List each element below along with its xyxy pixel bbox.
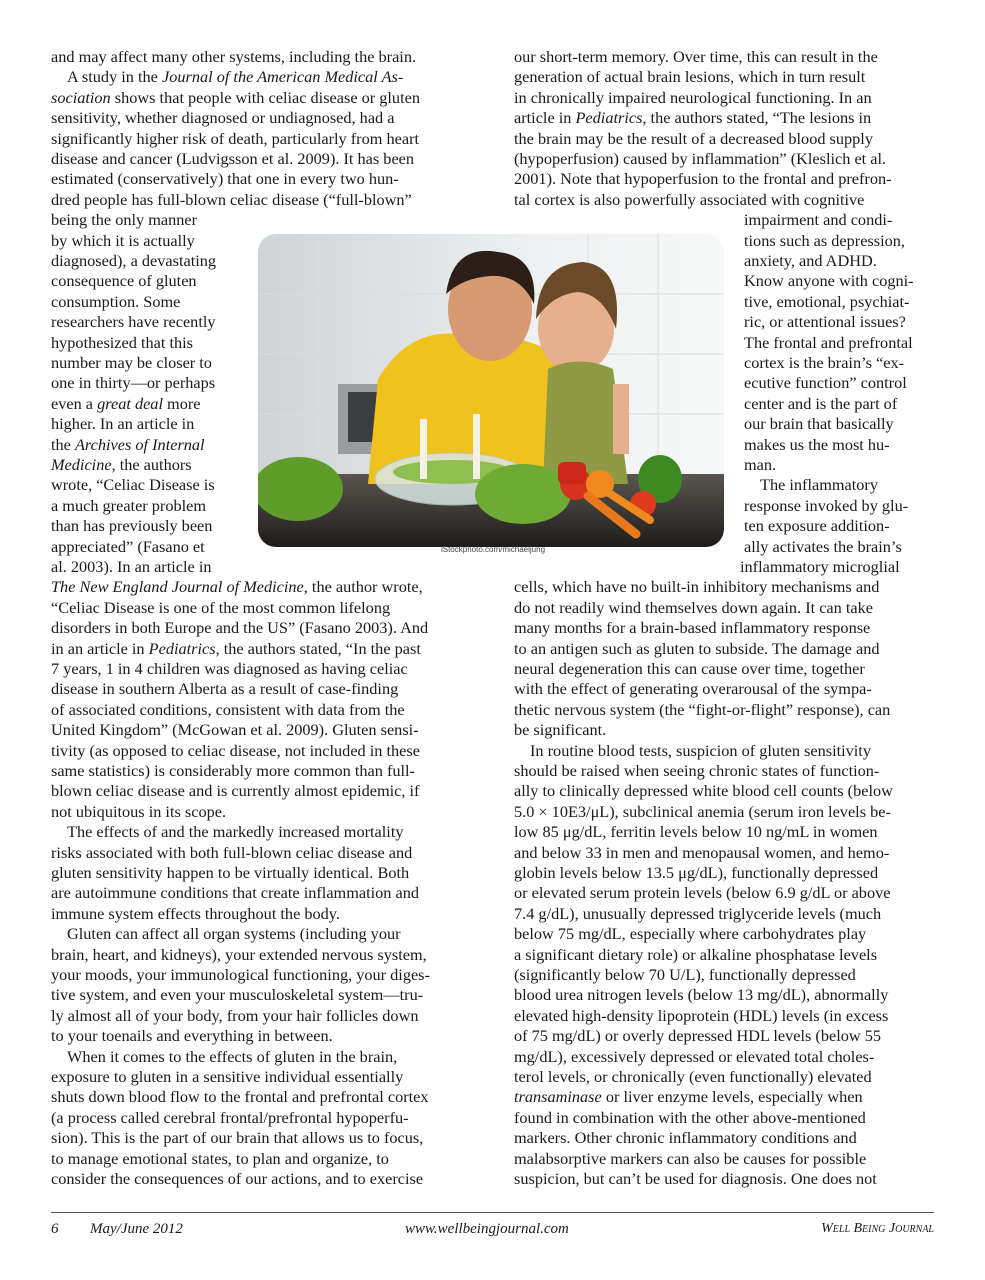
text-line <box>514 802 891 822</box>
journal-name: Well Being Journal <box>821 1221 934 1236</box>
text-run: elevated high-density lipoprotein (HDL) levels (in excess <box>514 1005 889 1025</box>
text-run: markers. Other chronic inflammatory conditions and <box>514 1128 857 1148</box>
text-run: researchers have recently <box>51 312 216 332</box>
text-run: suspicion, but can’t be used for diagnosis. One does not <box>514 1169 877 1188</box>
text-run: many months for a brain-based inflammatory response <box>514 618 871 638</box>
text-line <box>51 271 197 291</box>
text-run: A study in the <box>67 67 162 87</box>
text-line <box>51 781 419 801</box>
text-run: , the authors <box>111 455 192 474</box>
text-line <box>51 1067 403 1087</box>
text-run: (significantly below 70 U/L), functionally depressed <box>514 965 856 984</box>
text-line <box>514 1169 877 1189</box>
text-line <box>514 883 890 903</box>
text-line <box>51 353 212 373</box>
text-line <box>51 47 416 67</box>
text-line <box>514 1108 866 1128</box>
text-line <box>51 373 215 393</box>
text-line <box>51 169 399 189</box>
text-run: found in combination with the other above-mentioned <box>514 1107 866 1127</box>
text-line <box>51 965 430 985</box>
father-son-cooking-image <box>258 234 724 547</box>
text-run: more <box>162 393 201 413</box>
text-line <box>744 516 890 536</box>
text-line <box>51 394 201 414</box>
text-run: be significant. <box>514 720 607 740</box>
text-line <box>514 1067 872 1087</box>
text-run: shuts down blood flow to the frontal and prefrontal cortex <box>51 1087 429 1107</box>
text-run: man. <box>744 455 777 474</box>
text-run: tal cortex is also powerfully associated with cognitive <box>514 189 865 209</box>
text-run: hypothesized that this <box>51 332 193 352</box>
text-line <box>51 985 423 1005</box>
text-run: in an article in <box>51 638 149 658</box>
text-line <box>514 1026 881 1046</box>
text-run: ly almost all of your body, from your hair follicles down <box>51 1005 419 1025</box>
text-line <box>67 822 404 842</box>
text-line <box>51 598 390 618</box>
text-line <box>744 414 894 434</box>
text-line <box>51 577 423 597</box>
text-run: disease in southern Alberta as a result of case-finding <box>51 679 399 699</box>
text-run: significantly higher risk of death, particularly from heart <box>51 128 420 148</box>
text-run: (a process called cerebral frontal/prefrontal hypoperfu- <box>51 1107 409 1127</box>
text-run: , the authors stated, “In the past <box>215 638 421 658</box>
journal-url[interactable]: www.wellbeingjournal.com <box>405 1221 569 1237</box>
text-run: 2001). Note that hypoperfusion to the frontal and prefron- <box>514 169 892 189</box>
text-line <box>514 700 890 720</box>
text-line <box>744 353 904 373</box>
text-line <box>514 577 879 597</box>
text-run: mg/dL), excessively depressed or elevated total choles- <box>514 1046 875 1066</box>
text-line <box>514 965 856 985</box>
text-run: sion). This is the part of our brain that allows us to focus, <box>51 1128 424 1148</box>
text-run: even a <box>51 393 98 413</box>
text-line <box>744 435 890 455</box>
text-line <box>744 271 914 291</box>
text-run: or liver enzyme levels, especially when <box>601 1087 863 1107</box>
text-run: shows that people with celiac disease or gluten <box>110 87 420 107</box>
text-line <box>514 1006 888 1026</box>
text-run: cortex is the brain’s “ex- <box>744 353 905 372</box>
text-line <box>51 639 421 659</box>
text-run: thetic nervous system (the “fight-or-flight” response), can <box>514 699 891 719</box>
text-line <box>51 129 419 149</box>
text-run: the brain may be the result of a decreased blood supply <box>514 128 873 148</box>
text-line <box>51 1026 333 1046</box>
text-run: , the author wrote, <box>303 577 423 597</box>
text-run: When it comes to the effects of gluten in the brain, <box>67 1046 398 1066</box>
text-line <box>514 598 873 618</box>
text-line <box>744 292 909 312</box>
text-run: your moods, your immunological functioning, your diges- <box>51 965 430 984</box>
text-run: center and is the part of <box>744 393 898 413</box>
text-run: and may affect many other systems, including the brain. <box>51 47 417 66</box>
text-run: malabsorptive markers can also be causes for possible <box>514 1148 867 1168</box>
text-run: exposure to gluten in a sensitive individual essentially <box>51 1067 404 1086</box>
text-line <box>51 251 216 271</box>
text-line <box>514 863 878 883</box>
text-run: tive, emotional, psychiat- <box>744 291 910 311</box>
text-line <box>51 516 212 536</box>
text-run: In routine blood tests, suspicion of gluten sensitivity <box>530 740 871 760</box>
text-line <box>51 618 428 638</box>
text-run: ally activates the brain’s <box>744 536 902 556</box>
text-line <box>51 475 215 495</box>
text-line <box>514 843 889 863</box>
text-run: risks associated with both full-blown celiac disease and <box>51 842 413 862</box>
issue-date: May/June 2012 <box>90 1221 183 1237</box>
text-line <box>744 537 902 557</box>
text-line <box>51 333 193 353</box>
text-line <box>51 557 212 577</box>
text-run: (hypoperfusion) caused by inflammation” (Kleslich et al. <box>514 149 887 168</box>
text-run: tivity (as opposed to celiac disease, not included in these <box>51 740 420 760</box>
text-run: by which it is actually <box>51 230 195 250</box>
article-photo <box>258 234 724 547</box>
text-run: being the only manner <box>51 210 198 230</box>
text-run: Gluten can affect all organ systems (including your <box>67 924 401 944</box>
text-run: to manage emotional states, to plan and organize, to <box>51 1148 389 1168</box>
text-line <box>514 1087 863 1107</box>
text-line <box>51 210 197 230</box>
text-run: The effects of and the markedly increased mortality <box>67 822 404 842</box>
text-run: “Celiac Disease is one of the most common lifelong <box>51 597 391 617</box>
text-run: of associated conditions, consistent with data from the <box>51 699 405 719</box>
text-line <box>51 679 398 699</box>
text-line <box>51 108 395 128</box>
text-run: below 75 mg/dL, especially where carbohydrates play <box>514 924 867 944</box>
text-line <box>744 394 897 414</box>
text-run: terol levels, or chronically (even functionally) elevated <box>514 1067 872 1086</box>
text-line <box>760 475 878 495</box>
text-line <box>514 985 888 1005</box>
text-run: anxiety, and ADHD. <box>744 251 877 270</box>
text-line <box>744 312 906 332</box>
text-line <box>51 1169 423 1189</box>
text-run: impairment and condi- <box>744 210 893 230</box>
text-line <box>514 822 878 842</box>
text-line <box>51 741 420 761</box>
text-run: not ubiquitous in its scope. <box>51 801 227 821</box>
text-line <box>514 88 872 108</box>
text-run: blown celiac disease and is currently almost epidemic, if <box>51 781 420 801</box>
text-line <box>514 47 878 67</box>
text-run: , the authors stated, “The lesions in <box>642 108 872 128</box>
text-line <box>514 169 892 189</box>
text-line <box>51 435 205 455</box>
text-line <box>51 659 408 679</box>
text-line <box>514 67 865 87</box>
text-run: ten exposure addition- <box>744 516 890 536</box>
text-line <box>51 883 419 903</box>
text-line <box>514 679 872 699</box>
text-line <box>514 639 880 659</box>
text-run: 5.0 × 10E3/μL), subclinical anemia (serum iron levels be- <box>514 801 891 821</box>
text-line <box>51 802 226 822</box>
text-line <box>514 129 873 149</box>
text-run: United Kingdom” (McGowan et al. 2009). Gluten sensi- <box>51 720 419 740</box>
text-run: diagnosed), a devastating <box>51 251 217 270</box>
text-run: should be raised when seeing chronic states of function- <box>514 761 880 780</box>
text-run: makes us the most hu- <box>744 434 890 454</box>
text-run: number may be closer to <box>51 353 212 372</box>
text-line <box>51 537 205 557</box>
text-run: higher. In an article in <box>51 414 195 434</box>
text-run: blood urea nitrogen levels (below 13 mg/dL), abnormally <box>514 985 889 1005</box>
text-run: consequence of gluten <box>51 271 197 291</box>
text-line <box>51 1108 409 1128</box>
text-line <box>51 1006 418 1026</box>
text-run: al. 2003). In an article in <box>51 557 212 576</box>
italic-text: Medicine <box>51 455 112 474</box>
text-run: 7.4 g/dL), unusually depressed triglyceride levels (much <box>514 903 882 923</box>
text-run: globin levels below 13.5 μg/dL), functionally depressed <box>514 863 879 882</box>
photo-credit: iStockphoto.com/michaeljung <box>440 545 546 554</box>
text-line <box>744 496 908 516</box>
text-run: Know anyone with cogni- <box>744 271 914 291</box>
text-run: than has previously been <box>51 516 213 536</box>
text-run: with the effect of generating overarousal of the sympa- <box>514 679 872 699</box>
text-run: to your toenails and everything in between. <box>51 1026 333 1046</box>
text-run: consider the consequences of our actions, and to exercise <box>51 1169 424 1188</box>
text-line <box>67 1047 397 1067</box>
text-run: a significant dietary role) or alkaline phosphatase levels <box>514 944 878 964</box>
text-run: ecutive function” control <box>744 373 907 393</box>
text-run: The frontal and prefrontal <box>744 332 913 352</box>
text-run: ric, or attentional issues? <box>744 312 906 332</box>
text-line <box>514 1149 866 1169</box>
text-line <box>514 945 877 965</box>
text-run: one in thirty—or perhaps <box>51 373 216 393</box>
text-line <box>514 108 871 128</box>
text-line <box>51 904 340 924</box>
text-line <box>514 720 606 740</box>
text-line <box>51 190 412 210</box>
text-line <box>514 149 886 169</box>
text-line <box>744 455 776 475</box>
text-line <box>514 781 893 801</box>
text-line <box>51 414 194 434</box>
text-line <box>51 700 405 720</box>
text-line <box>514 1047 874 1067</box>
text-line <box>51 312 216 332</box>
text-run: inflammatory microglial <box>740 557 900 576</box>
italic-text: sociation <box>51 87 111 107</box>
text-run: tive system, and even your musculoskeletal system—tru- <box>51 985 424 1005</box>
text-run: do not readily wind themselves down again. It can take <box>514 597 873 617</box>
text-line <box>514 659 865 679</box>
text-line <box>514 761 879 781</box>
text-line <box>67 924 401 944</box>
text-line <box>51 1087 429 1107</box>
italic-text: great deal <box>97 393 163 413</box>
text-line <box>51 455 192 475</box>
text-run: disease and cancer (Ludvigsson et al. 2009). It has been <box>51 149 415 168</box>
text-line <box>744 231 905 251</box>
page-number: 6 <box>51 1221 59 1237</box>
text-run: of 75 mg/dL) or overly depressed HDL levels (below 55 <box>514 1026 881 1046</box>
text-run: the <box>51 434 75 454</box>
text-line <box>51 149 414 169</box>
text-line <box>514 190 864 210</box>
italic-text: Pediatrics <box>148 638 216 658</box>
text-line <box>514 904 881 924</box>
text-run: gluten sensitivity happen to be virtually identical. Both <box>51 863 410 882</box>
text-line <box>51 292 180 312</box>
text-line <box>51 1149 389 1169</box>
text-run: estimated (conservatively) that one in every two hun- <box>51 169 399 189</box>
text-run: or elevated serum protein levels (below 6.9 g/dL or above <box>514 883 891 903</box>
text-line <box>67 67 403 87</box>
text-run: sensitivity, whether diagnosed or undiagnosed, had a <box>51 108 395 128</box>
text-line <box>51 231 195 251</box>
text-run: generation of actual brain lesions, which in turn result <box>514 67 866 87</box>
text-line <box>514 618 870 638</box>
text-run: tions such as depression, <box>744 230 905 250</box>
text-line <box>744 373 907 393</box>
text-line <box>51 843 412 863</box>
italic-text: Pediatrics <box>575 108 643 128</box>
text-line <box>51 496 206 516</box>
text-line <box>51 945 427 965</box>
text-run: are autoimmune conditions that create inflammation and <box>51 883 420 903</box>
text-run: our short-term memory. Over time, this can result in the <box>514 47 878 66</box>
text-run: our brain that basically <box>744 414 894 434</box>
text-line <box>514 924 866 944</box>
text-run: immune system effects throughout the body. <box>51 903 340 923</box>
text-line <box>51 761 415 781</box>
italic-text: transaminase <box>514 1087 602 1107</box>
text-run: neural degeneration this can cause over time, together <box>514 659 865 678</box>
text-run: dred people has full-blown celiac disease (“full-blown” <box>51 189 412 209</box>
text-line <box>744 333 913 353</box>
text-run: disorders in both Europe and the US” (Fasano 2003). And <box>51 618 429 638</box>
text-line <box>744 210 892 230</box>
text-run: The inflammatory <box>760 475 878 495</box>
text-run: in chronically impaired neurological functioning. In an <box>514 87 872 107</box>
text-run: cells, which have no built-in inhibitory mechanisms and <box>514 577 880 597</box>
text-run: same statistics) is considerably more common than full- <box>51 761 415 780</box>
italic-text: The New England Journal of Medicine <box>51 577 304 597</box>
italic-text: Archives of Internal <box>74 434 205 454</box>
text-run: ally to clinically depressed white blood cell counts (below <box>514 781 893 801</box>
text-run: 7 years, 1 in 4 children was diagnosed as having celiac <box>51 659 408 678</box>
text-line <box>51 88 420 108</box>
text-line <box>744 251 877 271</box>
text-line <box>51 720 419 740</box>
text-line <box>51 863 409 883</box>
text-line <box>514 1128 857 1148</box>
text-run: low 85 μg/dL, ferritin levels below 10 ng/mL in women <box>514 822 878 842</box>
text-run: response invoked by glu- <box>744 495 909 515</box>
text-line <box>51 1128 423 1148</box>
text-run: to an antigen such as gluten to subside. The damage and <box>514 638 880 658</box>
italic-text: Journal of the American Medical As- <box>161 67 404 87</box>
text-run: brain, heart, and kidneys), your extended nervous system, <box>51 944 427 964</box>
text-run: wrote, “Celiac Disease is <box>51 475 215 495</box>
text-run: article in <box>514 108 576 128</box>
text-line <box>740 557 900 577</box>
text-run: appreciated” (Fasano et <box>51 536 205 556</box>
text-run: and below 33 in men and menopausal women, and hemo- <box>514 842 890 862</box>
footer-divider <box>51 1212 934 1213</box>
text-run: consumption. Some <box>51 291 181 311</box>
text-run: a much greater problem <box>51 495 207 515</box>
text-line <box>530 741 871 761</box>
